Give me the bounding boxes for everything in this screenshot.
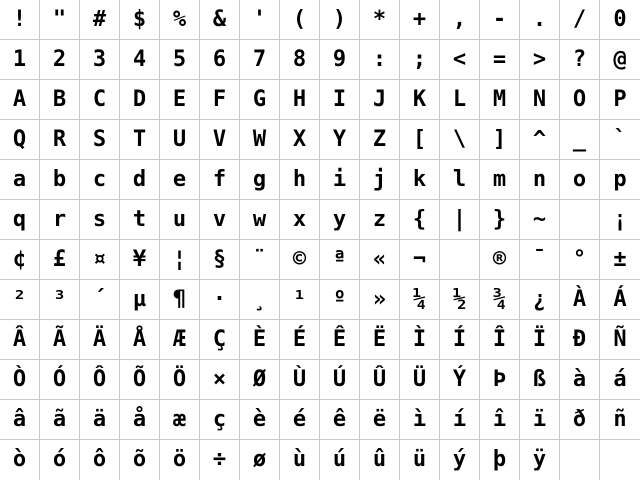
glyph-cell[interactable]: ï [520,400,560,440]
glyph-cell[interactable]: ë [360,400,400,440]
glyph-cell[interactable]: Í [440,320,480,360]
glyph-cell[interactable]: m [480,160,520,200]
glyph-cell[interactable]: _ [560,120,600,160]
glyph-cell[interactable]: ¦ [160,240,200,280]
glyph-cell[interactable]: J [360,80,400,120]
glyph-cell[interactable]: ß [520,360,560,400]
glyph-cell[interactable]: R [40,120,80,160]
glyph-cell[interactable]: Ç [200,320,240,360]
glyph-cell[interactable]: Ù [280,360,320,400]
glyph-cell[interactable]: × [200,360,240,400]
glyph-cell[interactable]: p [600,160,640,200]
glyph-cell[interactable]: í [440,400,480,440]
glyph-cell[interactable]: [ [400,120,440,160]
glyph-cell[interactable]: b [40,160,80,200]
glyph-cell[interactable]: z [360,200,400,240]
glyph-cell[interactable]: 6 [200,40,240,80]
glyph-cell[interactable] [560,200,600,240]
glyph-cell[interactable]: È [240,320,280,360]
glyph-cell[interactable]: I [320,80,360,120]
glyph-cell[interactable]: ? [560,40,600,80]
glyph-cell[interactable]: * [360,0,400,40]
glyph-cell[interactable]: C [80,80,120,120]
glyph-cell[interactable]: x [280,200,320,240]
glyph-cell[interactable]: Ú [320,360,360,400]
glyph-cell[interactable]: Þ [480,360,520,400]
glyph-cell[interactable]: ¢ [0,240,40,280]
glyph-cell[interactable]: Ó [40,360,80,400]
glyph-cell[interactable]: ç [200,400,240,440]
glyph-cell[interactable]: Æ [160,320,200,360]
glyph-cell[interactable]: A [0,80,40,120]
glyph-cell[interactable]: ø [240,440,280,480]
glyph-cell[interactable]: Ñ [600,320,640,360]
glyph-cell[interactable]: f [200,160,240,200]
glyph-cell[interactable]: 3 [80,40,120,80]
glyph-cell[interactable]: M [480,80,520,120]
glyph-cell[interactable]: « [360,240,400,280]
glyph-cell[interactable]: è [240,400,280,440]
glyph-cell[interactable]: Á [600,280,640,320]
glyph-cell[interactable]: ' [240,0,280,40]
glyph-cell[interactable]: Î [480,320,520,360]
glyph-cell[interactable]: µ [120,280,160,320]
glyph-cell[interactable]: 4 [120,40,160,80]
glyph-cell[interactable]: = [480,40,520,80]
glyph-cell[interactable]: ¼ [400,280,440,320]
glyph-cell[interactable]: Ê [320,320,360,360]
glyph-cell[interactable]: q [0,200,40,240]
glyph-cell[interactable]: o [560,160,600,200]
glyph-cell[interactable]: ó [40,440,80,480]
glyph-cell[interactable]: ~ [520,200,560,240]
glyph-cell[interactable]: 9 [320,40,360,80]
glyph-cell[interactable]: s [80,200,120,240]
glyph-cell[interactable]: © [280,240,320,280]
glyph-cell[interactable]: 0 [600,0,640,40]
glyph-cell[interactable]: k [400,160,440,200]
glyph-cell[interactable]: S [80,120,120,160]
glyph-cell[interactable]: º [320,280,360,320]
glyph-cell[interactable]: ö [160,440,200,480]
glyph-cell[interactable]: i [320,160,360,200]
glyph-cell[interactable]: N [520,80,560,120]
glyph-cell[interactable]: ! [0,0,40,40]
glyph-cell[interactable]: F [200,80,240,120]
glyph-cell[interactable]: < [440,40,480,80]
glyph-cell[interactable]: | [440,200,480,240]
glyph-cell[interactable]: Ä [80,320,120,360]
glyph-cell[interactable]: 5 [160,40,200,80]
glyph-cell[interactable]: ± [600,240,640,280]
glyph-cell[interactable]: Ô [80,360,120,400]
glyph-cell[interactable]: a [0,160,40,200]
glyph-cell[interactable]: $ [120,0,160,40]
glyph-cell[interactable]: > [520,40,560,80]
glyph-cell[interactable]: + [400,0,440,40]
glyph-cell[interactable]: B [40,80,80,120]
glyph-cell[interactable]: â [0,400,40,440]
glyph-cell[interactable]: Ì [400,320,440,360]
glyph-cell[interactable]: ( [280,0,320,40]
glyph-cell[interactable]: Å [120,320,160,360]
glyph-cell[interactable]: å [120,400,160,440]
glyph-cell[interactable]: ä [80,400,120,440]
glyph-cell[interactable]: Û [360,360,400,400]
glyph-cell[interactable]: g [240,160,280,200]
glyph-cell[interactable]: Ö [160,360,200,400]
glyph-cell[interactable]: õ [120,440,160,480]
glyph-cell[interactable]: K [400,80,440,120]
glyph-cell[interactable]: û [360,440,400,480]
glyph-cell[interactable]: ¡ [600,200,640,240]
glyph-cell[interactable] [440,240,480,280]
glyph-cell[interactable]: ¯ [520,240,560,280]
glyph-cell[interactable]: Ü [400,360,440,400]
glyph-cell[interactable]: ® [480,240,520,280]
glyph-cell[interactable]: T [120,120,160,160]
glyph-cell[interactable]: ) [320,0,360,40]
glyph-cell[interactable]: w [240,200,280,240]
glyph-cell[interactable]: Y [320,120,360,160]
glyph-cell[interactable]: ¿ [520,280,560,320]
glyph-cell[interactable]: Ï [520,320,560,360]
glyph-cell[interactable]: ³ [40,280,80,320]
glyph-cell[interactable]: ¥ [120,240,160,280]
glyph-cell[interactable]: # [80,0,120,40]
glyph-cell[interactable]: ¸ [240,280,280,320]
glyph-cell[interactable]: Ð [560,320,600,360]
glyph-cell[interactable]: : [360,40,400,80]
glyph-cell[interactable]: £ [40,240,80,280]
glyph-cell[interactable]: h [280,160,320,200]
glyph-cell[interactable]: á [600,360,640,400]
glyph-cell[interactable]: 1 [0,40,40,80]
glyph-cell[interactable]: à [560,360,600,400]
glyph-cell[interactable]: " [40,0,80,40]
glyph-cell[interactable]: j [360,160,400,200]
glyph-cell[interactable]: { [400,200,440,240]
glyph-cell[interactable]: X [280,120,320,160]
glyph-cell[interactable]: À [560,280,600,320]
glyph-cell[interactable]: ý [440,440,480,480]
glyph-cell[interactable]: . [520,0,560,40]
glyph-cell[interactable]: L [440,80,480,120]
glyph-cell[interactable]: Õ [120,360,160,400]
glyph-cell[interactable]: ; [400,40,440,80]
glyph-cell[interactable]: » [360,280,400,320]
glyph-cell[interactable]: Ã [40,320,80,360]
glyph-cell[interactable]: ñ [600,400,640,440]
glyph-cell[interactable]: ¬ [400,240,440,280]
glyph-cell[interactable]: þ [480,440,520,480]
glyph-cell[interactable]: ü [400,440,440,480]
glyph-cell[interactable]: - [480,0,520,40]
glyph-cell[interactable]: ô [80,440,120,480]
glyph-cell[interactable]: ^ [520,120,560,160]
glyph-cell[interactable]: ¾ [480,280,520,320]
glyph-cell[interactable]: ½ [440,280,480,320]
glyph-cell[interactable]: D [120,80,160,120]
glyph-cell[interactable]: y [320,200,360,240]
glyph-cell[interactable]: Q [0,120,40,160]
glyph-cell[interactable]: ÿ [520,440,560,480]
glyph-cell[interactable]: % [160,0,200,40]
glyph-cell[interactable]: Ë [360,320,400,360]
glyph-cell[interactable]: ª [320,240,360,280]
glyph-cell[interactable]: } [480,200,520,240]
glyph-cell[interactable]: ù [280,440,320,480]
glyph-cell[interactable]: \ [440,120,480,160]
glyph-cell[interactable]: ¶ [160,280,200,320]
glyph-cell[interactable]: ¤ [80,240,120,280]
glyph-cell[interactable] [600,440,640,480]
glyph-cell[interactable]: ê [320,400,360,440]
glyph-cell[interactable]: ¨ [240,240,280,280]
glyph-cell[interactable]: 7 [240,40,280,80]
glyph-cell[interactable]: ] [480,120,520,160]
glyph-cell[interactable]: d [120,160,160,200]
glyph-cell[interactable]: , [440,0,480,40]
glyph-cell[interactable]: G [240,80,280,120]
glyph-cell[interactable]: ° [560,240,600,280]
glyph-cell[interactable] [560,440,600,480]
glyph-cell[interactable]: @ [600,40,640,80]
glyph-cell[interactable]: Ø [240,360,280,400]
glyph-cell[interactable]: · [200,280,240,320]
glyph-cell[interactable]: ´ [80,280,120,320]
glyph-cell[interactable]: & [200,0,240,40]
glyph-cell[interactable]: É [280,320,320,360]
glyph-cell[interactable]: H [280,80,320,120]
glyph-cell[interactable]: c [80,160,120,200]
glyph-cell[interactable]: u [160,200,200,240]
glyph-cell[interactable]: P [600,80,640,120]
glyph-cell[interactable]: ð [560,400,600,440]
glyph-cell[interactable]: Ý [440,360,480,400]
glyph-cell[interactable]: n [520,160,560,200]
glyph-cell[interactable]: O [560,80,600,120]
glyph-cell[interactable]: e [160,160,200,200]
glyph-cell[interactable]: Â [0,320,40,360]
glyph-cell[interactable]: 8 [280,40,320,80]
glyph-cell[interactable]: r [40,200,80,240]
glyph-cell[interactable]: t [120,200,160,240]
glyph-cell[interactable]: E [160,80,200,120]
glyph-cell[interactable]: Z [360,120,400,160]
glyph-cell[interactable]: l [440,160,480,200]
glyph-cell[interactable]: / [560,0,600,40]
glyph-cell[interactable]: ò [0,440,40,480]
glyph-cell[interactable]: ² [0,280,40,320]
glyph-cell[interactable]: é [280,400,320,440]
glyph-cell[interactable]: W [240,120,280,160]
glyph-cell[interactable]: U [160,120,200,160]
glyph-cell[interactable]: ` [600,120,640,160]
glyph-cell[interactable]: § [200,240,240,280]
glyph-cell[interactable]: ì [400,400,440,440]
glyph-cell[interactable]: ÷ [200,440,240,480]
glyph-cell[interactable]: î [480,400,520,440]
glyph-cell[interactable]: 2 [40,40,80,80]
glyph-cell[interactable]: v [200,200,240,240]
glyph-cell[interactable]: ¹ [280,280,320,320]
glyph-cell[interactable]: Ò [0,360,40,400]
glyph-cell[interactable]: ú [320,440,360,480]
glyph-cell[interactable]: ã [40,400,80,440]
glyph-cell[interactable]: æ [160,400,200,440]
glyph-cell[interactable]: V [200,120,240,160]
